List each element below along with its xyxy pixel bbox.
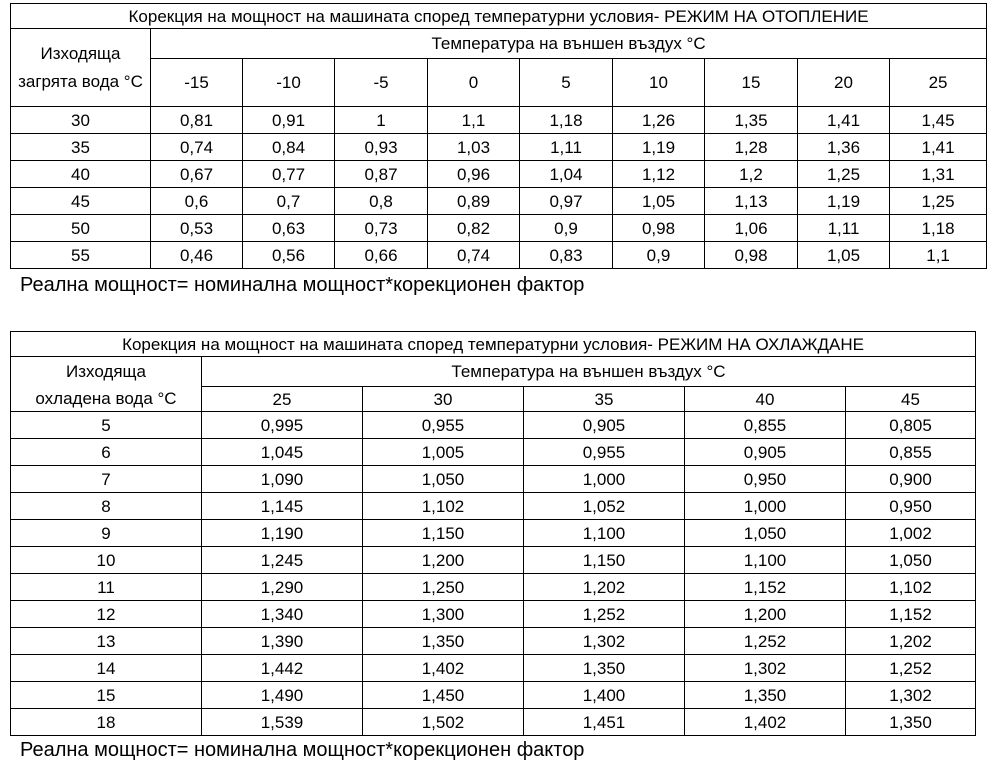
cooling-correction-value: 1,100 bbox=[685, 547, 846, 574]
heating-column-header: 5 bbox=[520, 59, 613, 107]
table-row bbox=[11, 574, 976, 601]
cooling-correction-value: 1,202 bbox=[846, 628, 976, 655]
heating-correction-value: 1,13 bbox=[705, 188, 798, 215]
cooling-row-label: 14 bbox=[11, 655, 202, 682]
cooling-column-header: 45 bbox=[846, 387, 976, 412]
cooling-row-label: 15 bbox=[11, 682, 202, 709]
cooling-row-label: 9 bbox=[11, 520, 202, 547]
heating-row-header: Изходяща загрята вода °C bbox=[11, 29, 151, 107]
heating-correction-value: 1,1 bbox=[428, 107, 520, 134]
heating-correction-value: 0,97 bbox=[520, 188, 613, 215]
cooling-correction-value: 1,090 bbox=[202, 466, 363, 493]
heating-row-label: 40 bbox=[11, 161, 151, 188]
cooling-row-header-line2: охладена вода °C bbox=[11, 387, 202, 412]
heating-correction-value: 0,91 bbox=[243, 107, 335, 134]
heating-correction-value: 1,36 bbox=[798, 134, 890, 161]
table-row bbox=[11, 601, 976, 628]
cooling-correction-value: 0,955 bbox=[524, 439, 685, 466]
cooling-correction-value: 1,000 bbox=[685, 493, 846, 520]
cooling-correction-value: 1,442 bbox=[202, 655, 363, 682]
heating-column-header: 15 bbox=[705, 59, 798, 107]
cooling-column-header: 35 bbox=[524, 387, 685, 412]
cooling-correction-value: 0,855 bbox=[846, 439, 976, 466]
cooling-correction-value: 1,202 bbox=[524, 574, 685, 601]
cooling-correction-value: 0,900 bbox=[846, 466, 976, 493]
table-row bbox=[11, 242, 987, 269]
heating-correction-value: 0,66 bbox=[335, 242, 428, 269]
heating-correction-value: 0,8 bbox=[335, 188, 428, 215]
cooling-correction-value: 1,302 bbox=[846, 682, 976, 709]
cooling-correction-table bbox=[10, 331, 976, 736]
cooling-correction-value: 1,402 bbox=[363, 655, 524, 682]
heating-row-label: 50 bbox=[11, 215, 151, 242]
cooling-row-label: 6 bbox=[11, 439, 202, 466]
heating-correction-value: 0,93 bbox=[335, 134, 428, 161]
table-row bbox=[11, 188, 987, 215]
heating-correction-value: 1,18 bbox=[890, 215, 987, 242]
cooling-correction-value: 1,100 bbox=[524, 520, 685, 547]
heating-table-title: Корекция на мощност на машината според температурни условия- РЕЖИМ НА ОТОПЛЕНИЕ bbox=[11, 4, 987, 29]
cooling-correction-value: 1,050 bbox=[846, 547, 976, 574]
heating-correction-value: 0,81 bbox=[151, 107, 243, 134]
cooling-correction-value: 1,150 bbox=[363, 520, 524, 547]
heating-correction-value: 1,18 bbox=[520, 107, 613, 134]
heating-correction-value: 1,35 bbox=[705, 107, 798, 134]
heating-correction-value: 1,45 bbox=[890, 107, 987, 134]
heating-correction-value: 1,28 bbox=[705, 134, 798, 161]
cooling-correction-value: 1,539 bbox=[202, 709, 363, 736]
heating-correction-value: 1,25 bbox=[798, 161, 890, 188]
heating-correction-value: 0,53 bbox=[151, 215, 243, 242]
cooling-row-label: 5 bbox=[11, 412, 202, 439]
cooling-correction-value: 1,150 bbox=[524, 547, 685, 574]
heating-row-label: 55 bbox=[11, 242, 151, 269]
heating-row-label: 30 bbox=[11, 107, 151, 134]
table-row bbox=[11, 493, 976, 520]
cooling-formula-note: Реална мощност= номинална мощност*корекционен фактор bbox=[20, 739, 585, 761]
cooling-correction-value: 1,502 bbox=[363, 709, 524, 736]
cooling-correction-value: 1,451 bbox=[524, 709, 685, 736]
cooling-correction-value: 1,250 bbox=[363, 574, 524, 601]
heating-correction-value: 0,6 bbox=[151, 188, 243, 215]
cooling-correction-value: 1,190 bbox=[202, 520, 363, 547]
cooling-correction-value: 1,145 bbox=[202, 493, 363, 520]
cooling-correction-value: 0,805 bbox=[846, 412, 976, 439]
cooling-correction-value: 1,102 bbox=[846, 574, 976, 601]
heating-correction-value: 1,11 bbox=[520, 134, 613, 161]
heating-correction-value: 0,63 bbox=[243, 215, 335, 242]
table-row bbox=[11, 709, 976, 736]
heating-row-label: 45 bbox=[11, 188, 151, 215]
cooling-row-label: 10 bbox=[11, 547, 202, 574]
cooling-correction-value: 0,905 bbox=[524, 412, 685, 439]
heating-correction-value: 0,7 bbox=[243, 188, 335, 215]
heating-correction-value: 0,87 bbox=[335, 161, 428, 188]
heating-correction-value: 0,46 bbox=[151, 242, 243, 269]
heating-column-header: -5 bbox=[335, 59, 428, 107]
heating-column-group-header: Температура на външен въздух °C bbox=[151, 29, 987, 59]
heating-correction-value: 0,9 bbox=[613, 242, 705, 269]
cooling-correction-value: 1,390 bbox=[202, 628, 363, 655]
heating-column-header: 20 bbox=[798, 59, 890, 107]
cooling-correction-value: 1,052 bbox=[524, 493, 685, 520]
heating-correction-value: 1,05 bbox=[798, 242, 890, 269]
heating-correction-value: 0,56 bbox=[243, 242, 335, 269]
table-row bbox=[11, 655, 976, 682]
cooling-correction-value: 1,490 bbox=[202, 682, 363, 709]
heating-correction-value: 0,73 bbox=[335, 215, 428, 242]
cooling-correction-value: 1,252 bbox=[846, 655, 976, 682]
heating-column-header: 10 bbox=[613, 59, 705, 107]
heating-correction-value: 0,98 bbox=[613, 215, 705, 242]
cooling-correction-value: 1,200 bbox=[363, 547, 524, 574]
heating-correction-value: 0,98 bbox=[705, 242, 798, 269]
cooling-correction-value: 0,995 bbox=[202, 412, 363, 439]
cooling-correction-value: 1,200 bbox=[685, 601, 846, 628]
heating-correction-value: 0,9 bbox=[520, 215, 613, 242]
cooling-row-label: 7 bbox=[11, 466, 202, 493]
cooling-correction-value: 0,950 bbox=[685, 466, 846, 493]
cooling-column-header: 30 bbox=[363, 387, 524, 412]
heating-correction-value: 1,19 bbox=[798, 188, 890, 215]
heating-column-header: 25 bbox=[890, 59, 987, 107]
cooling-correction-value: 1,245 bbox=[202, 547, 363, 574]
heating-correction-value: 1,26 bbox=[613, 107, 705, 134]
cooling-correction-value: 1,002 bbox=[846, 520, 976, 547]
cooling-correction-value: 1,152 bbox=[685, 574, 846, 601]
cooling-row-label: 18 bbox=[11, 709, 202, 736]
heating-correction-table bbox=[10, 3, 987, 269]
heating-correction-value: 1,19 bbox=[613, 134, 705, 161]
heating-correction-value: 1,11 bbox=[798, 215, 890, 242]
cooling-correction-value: 1,252 bbox=[524, 601, 685, 628]
heating-correction-value: 0,74 bbox=[428, 242, 520, 269]
table-row bbox=[11, 134, 987, 161]
cooling-correction-value: 1,350 bbox=[363, 628, 524, 655]
table-row bbox=[11, 682, 976, 709]
heating-column-header: 0 bbox=[428, 59, 520, 107]
cooling-row-label: 8 bbox=[11, 493, 202, 520]
cooling-correction-value: 1,302 bbox=[685, 655, 846, 682]
table-row bbox=[11, 107, 987, 134]
cooling-correction-value: 1,302 bbox=[524, 628, 685, 655]
cooling-column-header: 25 bbox=[202, 387, 363, 412]
cooling-correction-value: 1,300 bbox=[363, 601, 524, 628]
cooling-row-label: 12 bbox=[11, 601, 202, 628]
cooling-correction-value: 1,290 bbox=[202, 574, 363, 601]
heating-correction-value: 1,04 bbox=[520, 161, 613, 188]
heating-correction-value: 1,2 bbox=[705, 161, 798, 188]
heating-correction-value: 0,74 bbox=[151, 134, 243, 161]
heating-correction-value: 1,31 bbox=[890, 161, 987, 188]
cooling-correction-value: 1,000 bbox=[524, 466, 685, 493]
table-row bbox=[11, 439, 976, 466]
cooling-correction-value: 1,050 bbox=[363, 466, 524, 493]
table-row bbox=[11, 547, 976, 574]
cooling-column-header: 40 bbox=[685, 387, 846, 412]
heating-column-header: -15 bbox=[151, 59, 243, 107]
heating-correction-value: 1,41 bbox=[890, 134, 987, 161]
heating-correction-value: 1,1 bbox=[890, 242, 987, 269]
cooling-correction-value: 0,955 bbox=[363, 412, 524, 439]
cooling-correction-value: 1,152 bbox=[846, 601, 976, 628]
heating-correction-value: 1,06 bbox=[705, 215, 798, 242]
cooling-correction-value: 1,400 bbox=[524, 682, 685, 709]
cooling-correction-value: 1,045 bbox=[202, 439, 363, 466]
cooling-correction-value: 1,350 bbox=[685, 682, 846, 709]
cooling-table-title: Корекция на мощност на машината според температурни условия- РЕЖИМ НА ОХЛАЖДАНЕ bbox=[11, 332, 976, 357]
heating-correction-value: 0,77 bbox=[243, 161, 335, 188]
table-row bbox=[11, 520, 976, 547]
cooling-correction-value: 1,050 bbox=[685, 520, 846, 547]
heating-formula-note: Реална мощност= номинална мощност*корекционен фактор bbox=[20, 274, 585, 296]
heating-correction-value: 1,12 bbox=[613, 161, 705, 188]
cooling-row-label: 11 bbox=[11, 574, 202, 601]
table-row bbox=[11, 215, 987, 242]
table-row bbox=[11, 161, 987, 188]
cooling-correction-value: 0,905 bbox=[685, 439, 846, 466]
heating-correction-value: 0,84 bbox=[243, 134, 335, 161]
cooling-row-label: 13 bbox=[11, 628, 202, 655]
table-row bbox=[11, 412, 976, 439]
heating-correction-value: 0,67 bbox=[151, 161, 243, 188]
cooling-correction-value: 1,005 bbox=[363, 439, 524, 466]
heating-correction-value: 0,96 bbox=[428, 161, 520, 188]
heating-correction-value: 1,05 bbox=[613, 188, 705, 215]
cooling-correction-value: 1,402 bbox=[685, 709, 846, 736]
cooling-correction-value: 1,102 bbox=[363, 493, 524, 520]
heating-column-header: -10 bbox=[243, 59, 335, 107]
heating-correction-value: 1 bbox=[335, 107, 428, 134]
cooling-column-group-header: Температура на външен въздух °C bbox=[202, 357, 976, 387]
heating-correction-value: 0,89 bbox=[428, 188, 520, 215]
cooling-row-header-line1: Изходяща bbox=[11, 357, 202, 387]
cooling-correction-value: 1,350 bbox=[846, 709, 976, 736]
cooling-correction-value: 1,450 bbox=[363, 682, 524, 709]
cooling-correction-value: 1,350 bbox=[524, 655, 685, 682]
table-row bbox=[11, 466, 976, 493]
table-row bbox=[11, 628, 976, 655]
cooling-correction-value: 0,855 bbox=[685, 412, 846, 439]
heating-row-label: 35 bbox=[11, 134, 151, 161]
cooling-correction-value: 0,950 bbox=[846, 493, 976, 520]
heating-correction-value: 1,03 bbox=[428, 134, 520, 161]
heating-correction-value: 1,25 bbox=[890, 188, 987, 215]
cooling-correction-value: 1,252 bbox=[685, 628, 846, 655]
heating-correction-value: 0,82 bbox=[428, 215, 520, 242]
cooling-correction-value: 1,340 bbox=[202, 601, 363, 628]
heating-correction-value: 0,83 bbox=[520, 242, 613, 269]
heating-correction-value: 1,41 bbox=[798, 107, 890, 134]
